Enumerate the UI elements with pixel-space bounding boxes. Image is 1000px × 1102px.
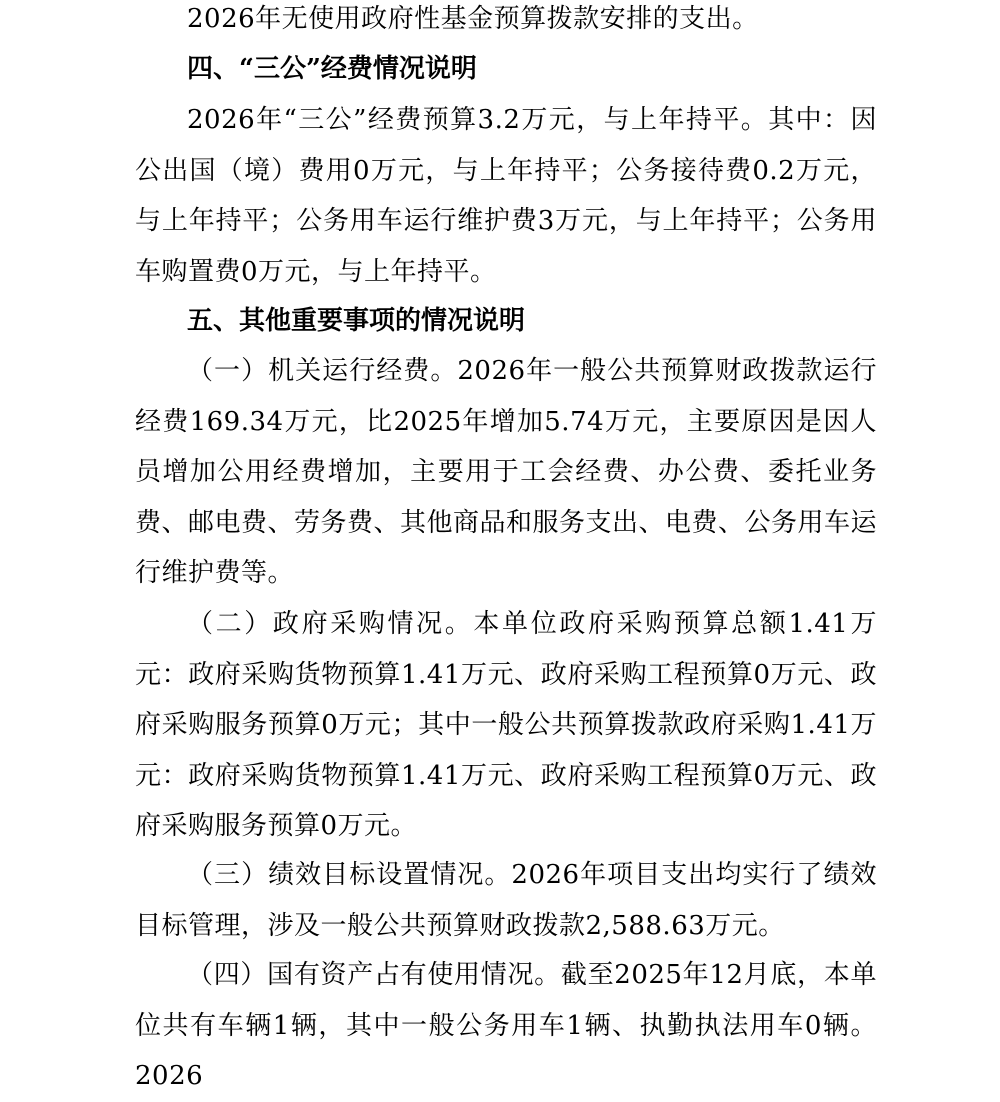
paragraph-govfund-expenditure: 2026年无使用政府性基金预算拨款安排的支出。	[187, 4, 759, 34]
paragraph-performance-targets: （三）绩效目标设置情况。2026年项目支出均实行了绩效目标管理，涉及一般公共预算财政拨款2,588.63万元。	[135, 860, 877, 941]
section-heading-sangong: 四、“三公”经费情况说明	[187, 54, 477, 84]
paragraph-agency-operating-funds: （一）机关运行经费。2026年一般公共预算财政拨款运行经费169.34万元，比2025年增加5.74万元，主要原因是因人员增加公用经费增加，主要用于工会经费、办公费、委托业务费、邮电费、劳务费、其他商品和服务支出、电费、公务用车运行维护费等。	[135, 356, 878, 588]
paragraph-government-procurement: （二）政府采购情况。本单位政府采购预算总额1.41万元：政府采购货物预算1.41万元、政府采购工程预算0万元、政府采购服务预算0万元；其中一般公共预算拨款政府采购1.41万元：政府采购货物预算1.41万元、政府采购工程预算0万元、政府采购服务预算0万元。	[135, 609, 877, 841]
paragraph-sangong-funds: 2026年“三公”经费预算3.2万元，与上年持平。其中：因公出国（境）费用0万元，与上年持平；公务接待费0.2万元，与上年持平；公务用车运行维护费3万元，与上年持平；公务用车购置费0万元，与上年持平。	[135, 105, 877, 287]
section-heading-other-matters: 五、其他重要事项的情况说明	[187, 306, 526, 336]
paragraph-state-assets: （四）国有资产占有使用情况。截至2025年12月底，本单位共有车辆1辆，其中一般公务用车1辆、执勤执法用车0辆。2026	[135, 960, 877, 1091]
